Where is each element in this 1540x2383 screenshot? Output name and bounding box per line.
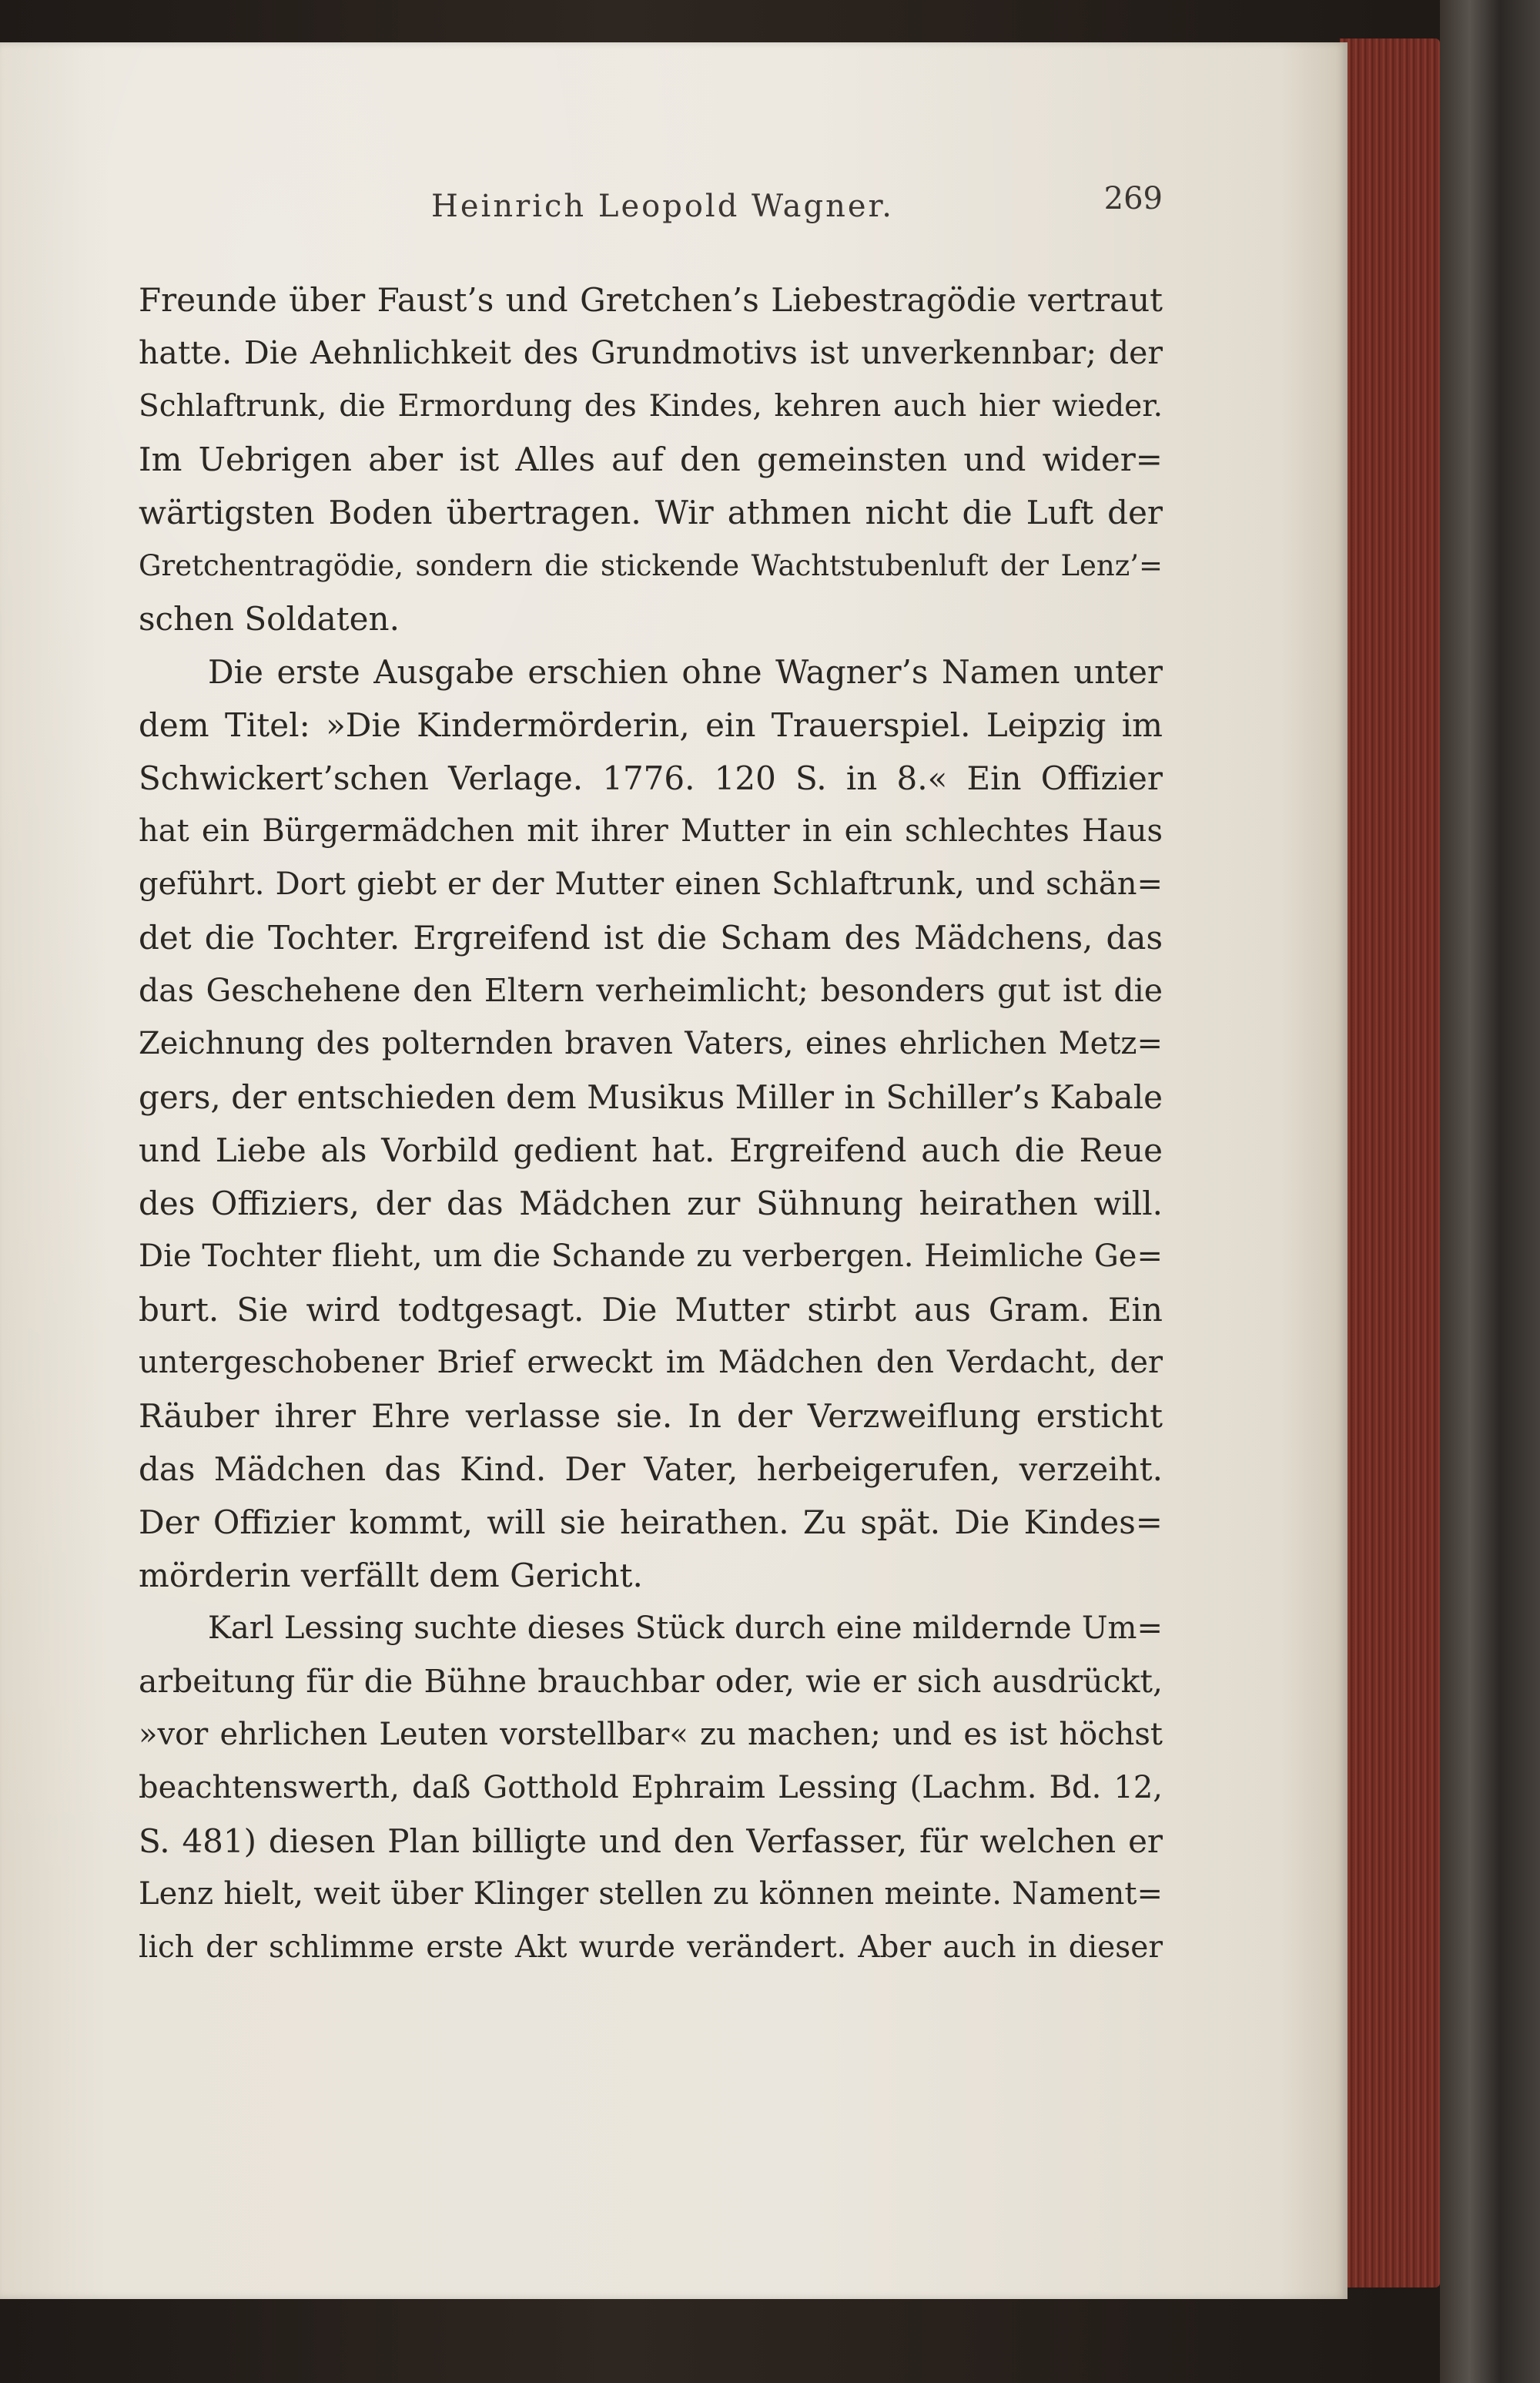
text-line: Der Offizier kommt, will sie heirathen. Zu spät. Die Kindes=	[139, 1503, 1163, 1541]
text-line: arbeitung für die Bühne brauchbar oder, wie er sich ausdrückt,	[139, 1663, 1163, 1700]
body-text	[139, 273, 1163, 1974]
text-line: das Geschehene den Eltern verheimlicht; besonders gut ist die	[139, 972, 1163, 1009]
text-line: Zeichnung des polternden braven Vaters, eines ehrlichen Metz=	[139, 1026, 1163, 1061]
text-line: »vor ehrlichen Leuten vorstellbar« zu machen; und es ist höchst	[139, 1717, 1163, 1752]
page-edges	[1340, 39, 1440, 2287]
text-line: burt. Sie wird todtgesagt. Die Mutter stirbt aus Gram. Ein	[139, 1291, 1163, 1329]
text-line: S. 481) diesen Plan billigte und den Verfasser, für welchen er	[139, 1822, 1163, 1860]
text-line: untergeschobener Brief erweckt im Mädchen den Verdacht, der	[139, 1345, 1163, 1380]
text-line: mörderin verfällt dem Gericht.	[139, 1557, 643, 1594]
text-line: Freunde über Faust’s und Gretchen’s Liebestragödie vertraut	[139, 281, 1163, 319]
text-line: Gretchentragödie, sondern die stickende Wachtstubenluft der Lenz’=	[139, 549, 1163, 582]
text-line: und Liebe als Vorbild gedient hat. Ergreifend auch die Reue	[139, 1131, 1163, 1169]
text-line: Die erste Ausgabe erschien ohne Wagner’s Namen unter	[208, 653, 1163, 691]
text-line: Schlaftrunk, die Ermordung des Kindes, kehren auch hier wieder.	[139, 389, 1163, 424]
text-line: Karl Lessing suchte dieses Stück durch eine mildernde Um=	[208, 1610, 1163, 1646]
text-line: hat ein Bürgermädchen mit ihrer Mutter in ein schlechtes Haus	[139, 813, 1163, 849]
text-line: Im Uebrigen aber ist Alles auf den gemeinsten und wider=	[139, 441, 1163, 478]
text-line: des Offiziers, der das Mädchen zur Sühnung heirathen will.	[139, 1185, 1163, 1222]
book-cover-edge	[1440, 0, 1540, 2383]
page-header	[162, 181, 1163, 235]
text-line: lich der schlimme erste Akt wurde verändert. Aber auch in dieser	[139, 1930, 1163, 1965]
text-line: geführt. Dort giebt er der Mutter einen Schlaftrunk, und schän=	[139, 866, 1163, 902]
text-line: beachtenswerth, daß Gotthold Ephraim Lessing (Lachm. Bd. 12,	[139, 1770, 1163, 1805]
text-line: gers, der entschieden dem Musikus Miller in Schiller’s Kabale	[139, 1078, 1163, 1116]
text-line: hatte. Die Aehnlichkeit des Grundmotivs ist unverkennbar; der	[139, 334, 1163, 371]
book-page	[0, 42, 1348, 2299]
text-line: wärtigsten Boden übertragen. Wir athmen nicht die Luft der	[139, 494, 1163, 531]
text-line: Schwickert’schen Verlage. 1776. 120 S. in 8.« Ein Offizier	[139, 759, 1163, 797]
page-number: 269	[1103, 181, 1163, 216]
running-title: Heinrich Leopold Wagner.	[431, 189, 894, 224]
text-line: das Mädchen das Kind. Der Vater, herbeigerufen, verzeiht.	[139, 1450, 1163, 1488]
text-line: det die Tochter. Ergreifend ist die Scham des Mädchens, das	[139, 919, 1163, 957]
text-line: Räuber ihrer Ehre verlasse sie. In der Verzweiflung ersticht	[139, 1397, 1163, 1435]
text-line: Lenz hielt, weit über Klinger stellen zu können meinte. Nament=	[139, 1876, 1163, 1912]
text-line: dem Titel: »Die Kindermörderin, ein Trauerspiel. Leipzig im	[139, 706, 1163, 744]
text-line: schen Soldaten.	[139, 600, 400, 638]
text-line: Die Tochter flieht, um die Schande zu verbergen. Heimliche Ge=	[139, 1238, 1163, 1274]
